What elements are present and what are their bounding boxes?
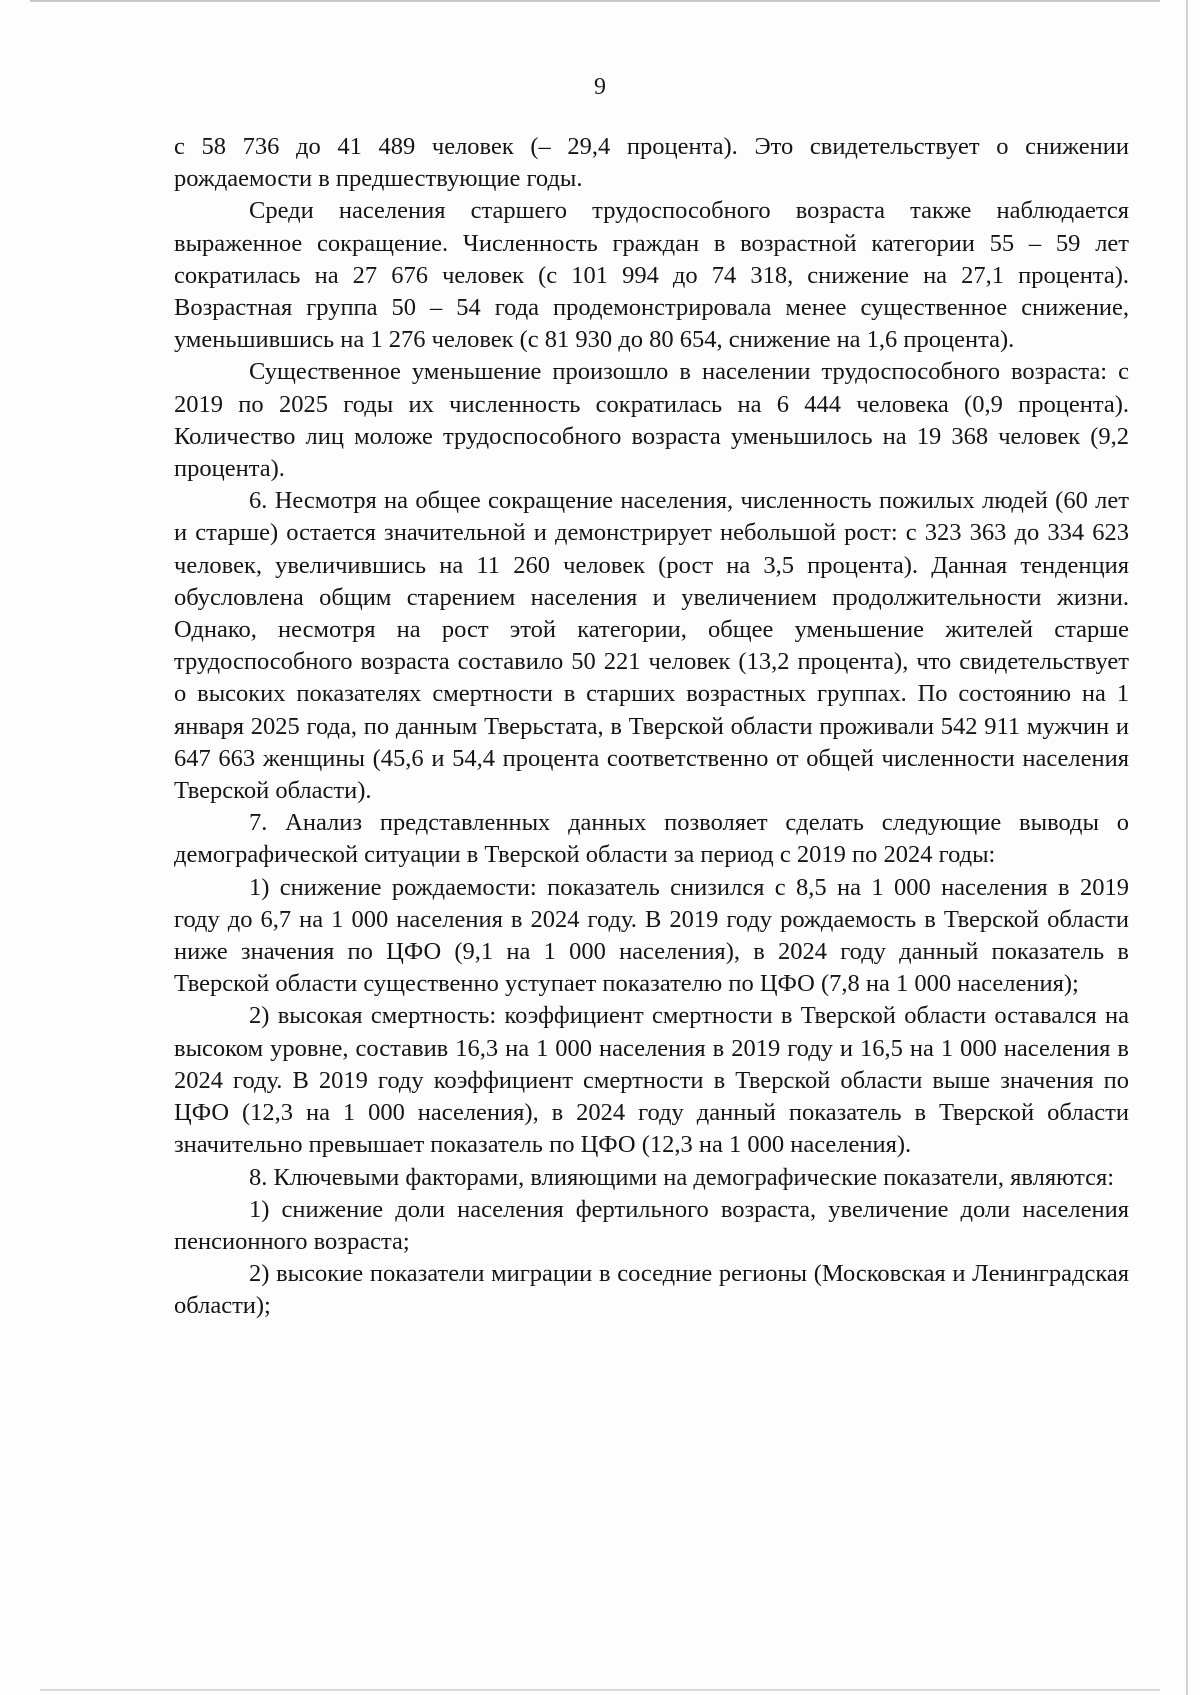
paragraph-item-6: 6. Несмотря на общее сокращение населения, численность пожилых людей (60 лет и старше) остается значительной и демонстрирует небольшой рост: с 323 363 до 334 623 человек, увеличившись на 11 260 человек (рост на 3,5 процента). Данная тенденция обусловлена общим старением населения и увеличением продолжительности жизни. Однако, несмотря на рост этой категории, общее уменьшение жителей старше трудоспособного возраста составило 50 221 человек (13,2 процента), что свидетельствует о высоких показателях смертности в старших возрастных группах. По состоянию на 1 января 2025 года, по данным Тверьстата, в Тверской области проживали 542 911 мужчин и 647 663 женщины (45,6 и 54,4 процента соответственно от общей численности населения Тверской области). [174, 487, 1129, 805]
paragraph-item-7-1: 1) снижение рождаемости: показатель снизился с 8,5 на 1 000 населения в 2019 году до 6,7 на 1 000 населения в 2024 году. В 2019 году рождаемость в Тверской области ниже значения по ЦФО (9,1 на 1 000 населения), в 2024 году данный показатель в Тверской области существенно уступает показателю по ЦФО (7,8 на 1 000 населения); [174, 873, 1129, 998]
paragraph-item-8: 8. Ключевыми факторами, влияющими на демографические показатели, являются: [249, 1163, 1115, 1191]
document-body [174, 131, 1129, 1323]
scan-edge-bottom [40, 1689, 1160, 1691]
page-number: 9 [594, 74, 606, 100]
paragraph-continuation: с 58 736 до 41 489 человек (– 29,4 процента). Это свидетельствует о снижении рождаемости в предшествующие годы. [174, 133, 1129, 193]
scan-edge-top [30, 0, 1160, 2]
paragraph-item-7-2: 2) высокая смертность: коэффициент смертности в Тверской области оставался на высоком уровне, составив 16,3 на 1 000 населения в 2019 году и 16,5 на 1 000 населения в 2024 году. В 2019 году коэффициент смертности в Тверской области выше значения по ЦФО (12,3 на 1 000 населения), в 2024 году данный показатель в Тверской области значительно превышает показатель по ЦФО (12,3 на 1 000 населения). [174, 1002, 1129, 1159]
scan-edge-right [1186, 0, 1188, 1695]
paragraph-older-working-age: Среди населения старшего трудоспособного возраста также наблюдается выраженное сокращение. Численность граждан в возрастной категории 55 – 59 лет сократилась на 27 676 человек (с 101 994 до 74 318, снижение на 27,1 процента). Возрастная группа 50 – 54 года продемонстрировала менее существенное снижение, уменьшившись на 1 276 человек (с 81 930 до 80 654, снижение на 1,6 процента). [174, 197, 1129, 354]
paragraph-item-8-2: 2) высокие показатели миграции в соседние регионы (Московская и Ленинградская области); [174, 1260, 1129, 1320]
paragraph-working-age: Существенное уменьшение произошло в населении трудоспособного возраста: с 2019 по 2025 годы их численность сократилась на 6 444 человека (0,9 процента). Количество лиц моложе трудоспособного возраста уменьшилось на 19 368 человек (9,2 процента). [174, 358, 1129, 483]
paragraph-item-7: 7. Анализ представленных данных позволяет сделать следующие выводы о демографической ситуации в Тверской области за период с 2019 по 2024 годы: [174, 809, 1129, 869]
paragraph-item-8-1: 1) снижение доли населения фертильного возраста, увеличение доли населения пенсионного возраста; [174, 1195, 1129, 1255]
